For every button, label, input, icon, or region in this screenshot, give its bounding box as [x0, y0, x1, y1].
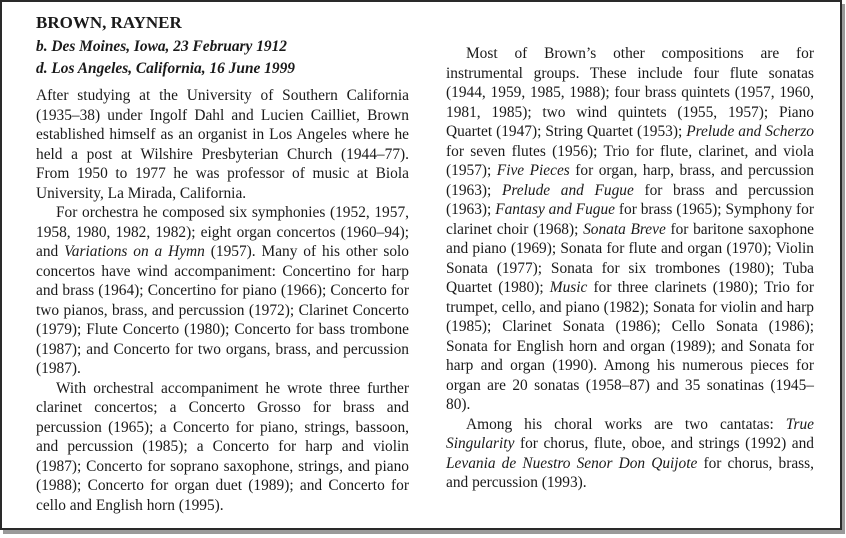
death-line: d. Los Angeles, California, 16 June 1999	[36, 60, 295, 77]
work-title: Prelude and Fugue	[501, 181, 634, 199]
text-run: for chorus, flute, oboe, and strings (1992) and	[514, 435, 814, 452]
entry-name: BROWN, RAYNER	[36, 13, 182, 32]
text-run: Most of Brown’s other compositions are for instrumental groups. These include four flute sonatas (1944, 1959, 1985, 1988); four brass quintets (1957, 1960, 1981, 1985); two wind quintets (1955, 1957); Piano Quartet (1947); String Quartet (1953);	[446, 45, 814, 140]
text-run: (1957). Many of his other solo concertos have wind accompaniment: Concertino for harp and brass (1964); Concertino for piano (1966); Concerto for two pianos, brass, and percussion (1972); Clarinet Concerto (1979); Flute Concerto (1980); Concerto for bass trombone (1987); and Concerto for two organs, brass, and percussion (1987).	[36, 243, 409, 377]
paragraph-instrumental-works	[446, 44, 814, 415]
right-column	[446, 44, 814, 493]
work-title: Prelude and Scherzo	[686, 123, 815, 140]
text-run: Among his choral works are two cantatas:	[466, 415, 786, 433]
work-title: True Singularity	[446, 415, 814, 452]
work-title: Sonata Breve	[583, 220, 666, 238]
text-run: for three clarinets (1980); Trio for trumpet, cello, and piano (1982); Sonata for violin and harp (1985); Clarinet Sonata (1986); Cello Sonata (1986); Sonata for English horn and organ (1989); and Sonata for harp and organ (1990). Among his numerous pieces for organ are 20 sonatas (1958–87) and 35 sonatinas (1945–80).	[446, 279, 814, 413]
work-title: Music	[549, 279, 588, 296]
text-run: for brass (1965); Symphony for clarinet choir (1968);	[446, 201, 814, 238]
text-run: for seven flutes (1956); Trio for flute, clarinet, and viola (1957);	[446, 142, 814, 179]
work-title: Five Pieces	[496, 162, 570, 179]
paragraph-choral-works	[446, 415, 814, 493]
work-title: Levania de Nuestro Senor Don Quijote	[446, 454, 698, 472]
text-run: for baritone saxophone and piano (1969); Sonata for flute and organ (1970); Violin Sonata (1977); Sonata for six trombones (1980); Tuba Quartet (1980);	[446, 220, 814, 296]
text-run: for brass and percussion (1963);	[446, 181, 814, 218]
text-run: for chorus, brass, and percussion (1993).	[446, 454, 814, 491]
paragraph-orchestral-works	[36, 203, 409, 379]
left-column	[36, 12, 409, 515]
text-run: for organ, harp, brass, and percussion (1963);	[446, 162, 814, 199]
work-title: Fantasy and Fugue	[495, 201, 615, 218]
birth-line: b. Des Moines, Iowa, 23 February 1912	[36, 38, 287, 55]
paragraph-concertos: With orchestral accompaniment he wrote three further clarinet concertos; a Concerto Grosso for brass and percussion (1965); a Concerto for piano, strings, bassoon, and percussion (1985); a Concerto for harp and violin (1987); Concerto for soprano saxophone, strings, and piano (1988); Concerto for organ duet (1989); and Concerto for cello and English horn (1995).	[36, 379, 409, 514]
text-run: For orchestra he composed six symphonies (1952, 1957, 1958, 1980, 1982, 1982); eight organ concertos (1960–94); and	[36, 204, 409, 260]
work-title: Variations on a Hymn	[64, 243, 205, 260]
paragraph-education: After studying at the University of Southern California (1935–38) under Ingolf Dahl and Lucien Cailliet, Brown established himself as an organist in Los Angeles where he held a post at Wilshire Presbyterian Church (1944–77). From 1950 to 1977 he was professor of music at Biola University, La Mirada, California.	[36, 87, 409, 202]
